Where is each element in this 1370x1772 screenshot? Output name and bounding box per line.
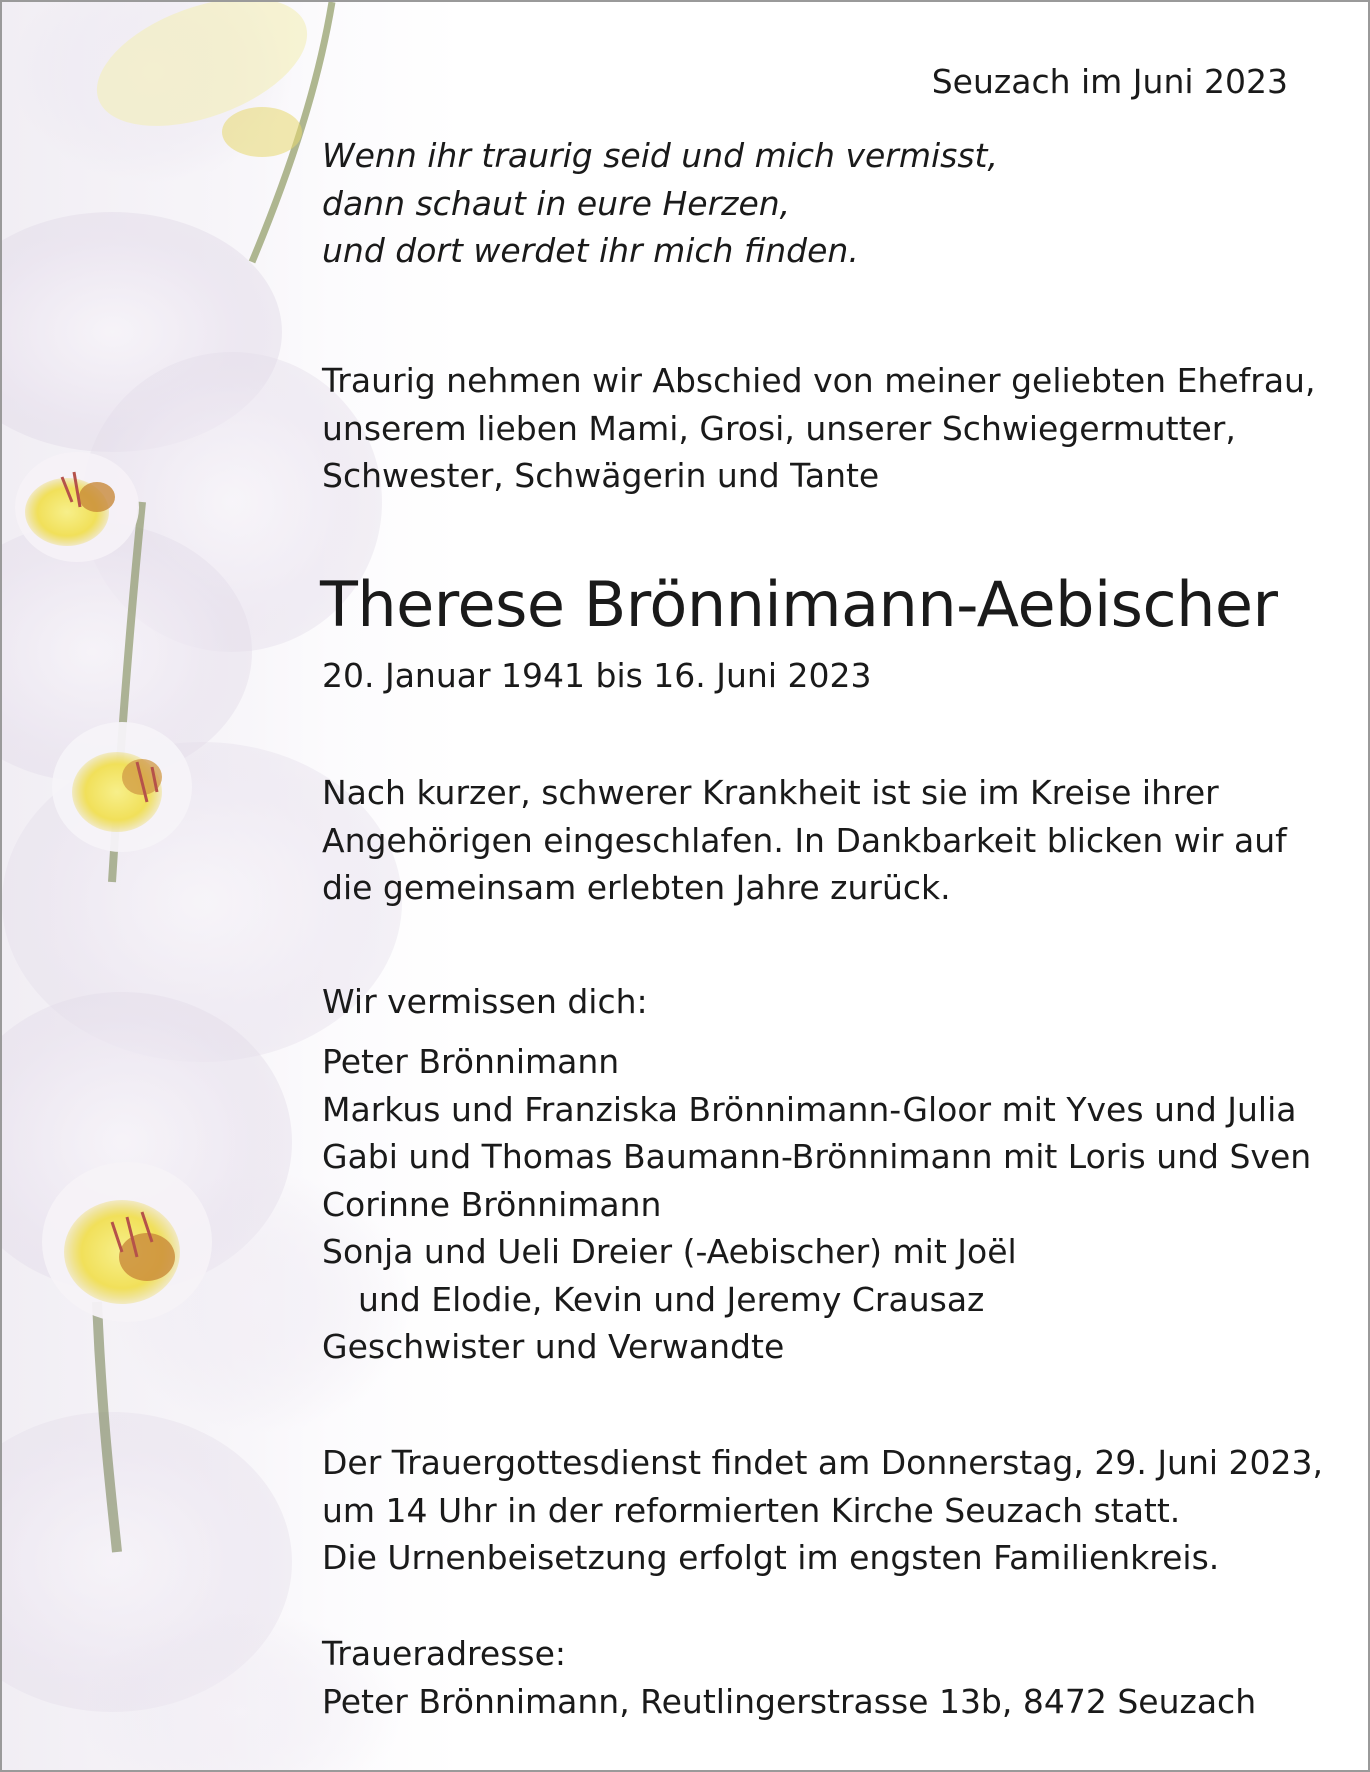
intro-line: unserem lieben Mami, Grosi, unserer Schwiegermutter,	[322, 408, 1236, 448]
death-notice-line: die gemeinsam erlebten Jahre zurück.	[322, 868, 951, 907]
service-info	[322, 1439, 1322, 1582]
intro-line: Traurig nehmen wir Abschied von meiner geliebten Ehefrau,	[322, 361, 1316, 400]
mourner-line: Corinne Brönnimann	[322, 1184, 662, 1224]
mourner-line: Gabi und Thomas Baumann-Brönnimann mit Loris und Sven	[322, 1137, 1312, 1176]
death-notice-line: Angehörigen eingeschlafen. In Dankbarkeit blicken wir auf	[322, 820, 1287, 860]
death-notice-paragraph	[322, 769, 1322, 912]
service-line: um 14 Uhr in der reformierten Kirche Seuzach statt.	[322, 1490, 1181, 1530]
service-line: Die Urnenbeisetzung erfolgt im engsten Familienkreis.	[322, 1538, 1220, 1577]
address-value: Peter Brönnimann, Reutlingerstrasse 13b, 8472 Seuzach	[322, 1681, 1257, 1721]
orchid-flower-icon	[42, 1162, 212, 1322]
motto-poem	[322, 132, 1322, 275]
mourner-line: Sonja und Ueli Dreier (-Aebischer) mit Joël	[322, 1232, 1017, 1271]
mourning-address	[322, 1630, 1322, 1725]
intro-paragraph	[322, 357, 1322, 500]
mourner-line: Markus und Franziska Brönnimann-Gloor mit Yves und Julia	[322, 1089, 1297, 1129]
address-label: Traueradresse:	[322, 1634, 567, 1673]
motto-line: dann schaut in eure Herzen,	[322, 183, 791, 223]
motto-line: Wenn ihr traurig seid und mich vermisst,	[322, 136, 998, 175]
place-and-date: Seuzach im Juni 2023	[931, 62, 1288, 101]
mourner-line: und Elodie, Kevin und Jeremy Crausaz	[358, 1279, 985, 1319]
motto-line: und dort werdet ihr mich finden.	[322, 231, 859, 270]
mourner-line: Peter Brönnimann	[322, 1042, 620, 1081]
orchid-flower-icon	[52, 722, 192, 852]
mourners-heading: Wir vermissen dich:	[322, 982, 648, 1021]
mourners-list	[322, 1038, 1322, 1371]
life-dates: 20. Januar 1941 bis 16. Juni 2023	[322, 656, 872, 695]
deceased-name: Therese Brönnimann-Aebischer	[320, 568, 1278, 641]
mourner-line: Geschwister und Verwandte	[322, 1327, 785, 1366]
orchid-flower-icon	[15, 452, 139, 562]
intro-line: Schwester, Schwägerin und Tante	[322, 456, 880, 495]
death-notice-line: Nach kurzer, schwerer Krankheit ist sie im Kreise ihrer	[322, 773, 1219, 812]
service-line: Der Trauergottesdienst findet am Donnerstag, 29. Juni 2023,	[322, 1443, 1324, 1482]
